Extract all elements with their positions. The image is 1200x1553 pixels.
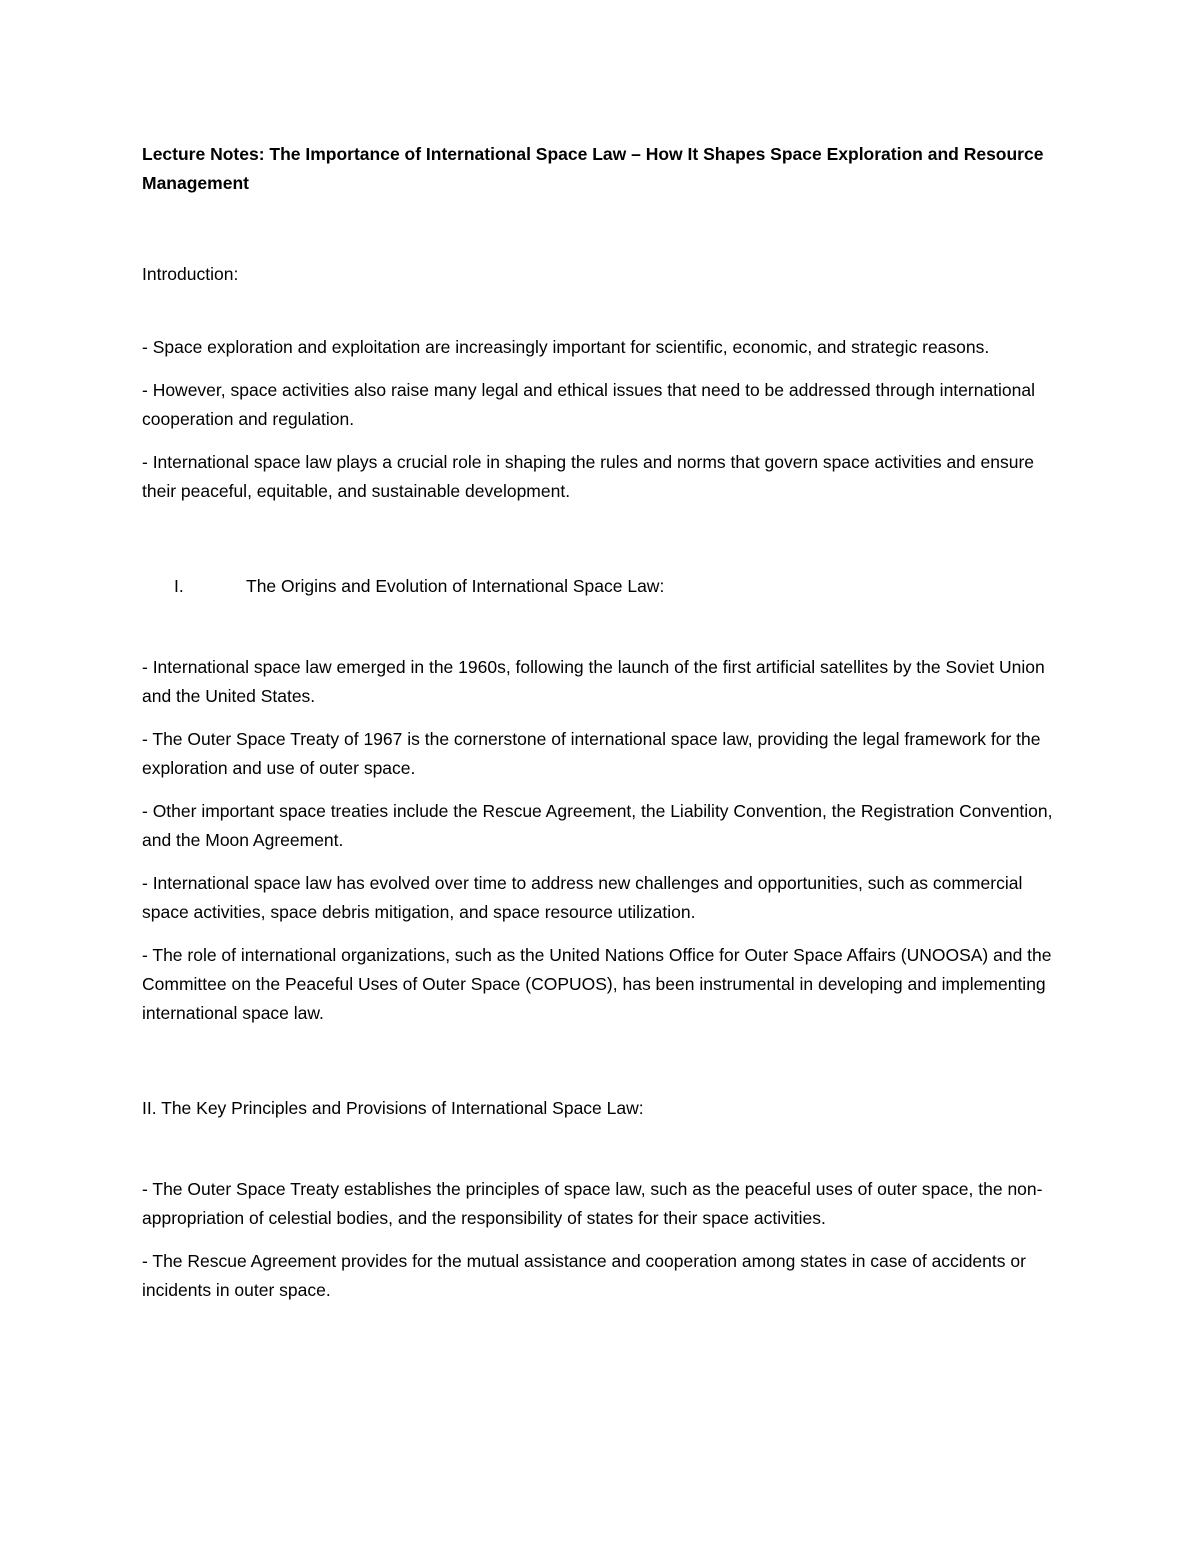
- spacer: [142, 289, 1062, 333]
- spacer: [142, 520, 1062, 572]
- section-heading-text: The Origins and Evolution of International Space Law:: [246, 576, 665, 596]
- list-item: - The Outer Space Treaty of 1967 is the cornerstone of international space law, providing the legal framework for the exploration and use of outer space.: [142, 729, 1041, 778]
- section-heading-origins: [142, 572, 1062, 601]
- document-content: [142, 140, 1062, 1319]
- list-item: - International space law plays a crucial role in shaping the rules and norms that govern space activities and ensure their peaceful, equitable, and sustainable development.: [142, 452, 1035, 501]
- list-item: - International space law emerged in the 1960s, following the launch of the first artificial satellites by the Soviet Union and the United States.: [142, 657, 1045, 706]
- section-heading-principles: II. The Key Principles and Provisions of International Space Law:: [142, 1098, 644, 1118]
- spacer: [142, 198, 1062, 260]
- list-item: - Other important space treaties include the Rescue Agreement, the Liability Convention, the Registration Convention, and the Moon Agreement.: [142, 801, 1053, 850]
- spacer: [142, 601, 1062, 653]
- list-item: - The role of international organizations, such as the United Nations Office for Outer Space Affairs (UNOOSA) and the Committee on the Peaceful Uses of Outer Space (COPUOS), has been instrumental in developing and implementing international space law.: [142, 945, 1052, 1023]
- section-heading-introduction: Introduction:: [142, 264, 239, 284]
- list-item: - The Rescue Agreement provides for the mutual assistance and cooperation among states in case of accidents or incidents in outer space.: [142, 1251, 1026, 1300]
- list-item: - However, space activities also raise many legal and ethical issues that need to be addressed through international cooperation and regulation.: [142, 380, 1036, 429]
- spacer: [142, 1042, 1062, 1094]
- list-item: - The Outer Space Treaty establishes the principles of space law, such as the peaceful uses of outer space, the non-appropriation of celestial bodies, and the responsibility of states for their space activities.: [142, 1179, 1043, 1228]
- section-number: I.: [174, 576, 184, 596]
- list-item: - International space law has evolved over time to address new challenges and opportunities, such as commercial space activities, space debris mitigation, and space resource utilization.: [142, 873, 1023, 922]
- list-item: - Space exploration and exploitation are increasingly important for scientific, economic, and strategic reasons.: [142, 337, 990, 357]
- spacer: [142, 1123, 1062, 1175]
- document-title: Lecture Notes: The Importance of International Space Law – How It Shapes Space Exploration and Resource Management: [142, 144, 1044, 193]
